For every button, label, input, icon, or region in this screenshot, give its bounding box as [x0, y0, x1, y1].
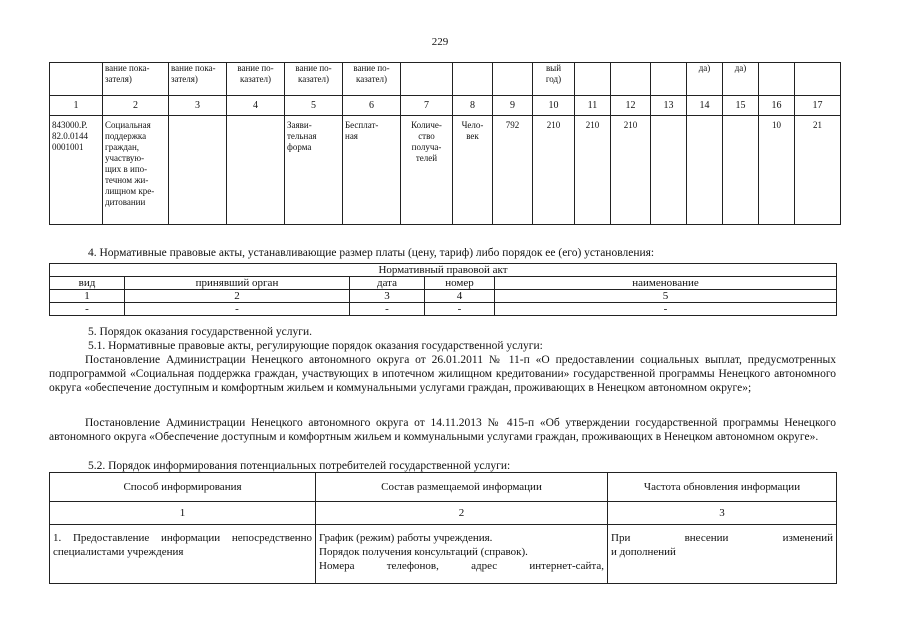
header-cell [651, 63, 687, 96]
update-frequency: При внесении изменений и дополнений [608, 525, 837, 584]
header-cell: принявший орган [125, 277, 350, 290]
okei-code: 792 [493, 116, 533, 225]
table-cell: - [125, 303, 350, 316]
table-row [50, 116, 841, 225]
header-cell [575, 63, 611, 96]
column-number: 6 [343, 96, 401, 116]
indicators-table [49, 62, 841, 225]
info-line: График (режим) работы учреждения. [319, 532, 493, 544]
header-cell: наименование [495, 277, 837, 290]
normative-act-1: Постановление Администрации Ненецкого автономного округа от 26.01.2011 № 11-п «О предоставлении социальных выплат, предусмотренных подпрограммой «Социальная поддержка граждан, участвующих в ипотечном жилищном кредитовании» государственной программы Ненецкого автономного округа «обеспечение доступным и комфортным жильем и коммунальными услугами граждан, проживающих в Ненецком автономном округе»; [49, 354, 836, 394]
service-name: Социальная поддержка граждан, участвую- щих в ипо- течном жи- лищном кре- дитовании [103, 116, 169, 225]
header-cell [759, 63, 795, 96]
table-row [50, 525, 837, 584]
deviation-percent: 10 [759, 116, 795, 225]
header-cell: вид [50, 277, 125, 290]
table-cell: - [50, 303, 125, 316]
info-line: Порядок получения консультаций (справок). [319, 546, 528, 558]
table-header-row [50, 63, 841, 96]
column-number: 5 [285, 96, 343, 116]
header-cell: Способ информирования [50, 473, 316, 502]
informing-method: 1. Предоставление информации непосредственно специалистами учреждения [50, 525, 316, 584]
header-cell: да) [723, 63, 759, 96]
normative-act-2: Постановление Администрации Ненецкого автономного округа от 14.11.2013 № 415-п «Об утверждении государственной программы Ненецкого автономного округа «Обеспечение доступным и комфортным жильем и коммунальными услугами граждан, проживающих в Ненецком автономном округе». [49, 417, 836, 443]
section51-title: 5.1. Нормативные правовые акты, регулирующие порядок оказания государственной услуги: [88, 340, 543, 352]
unit-name: Чело- век [453, 116, 493, 225]
header-cell: вый год) [533, 63, 575, 96]
table-cell: - [495, 303, 837, 316]
column-number: 13 [651, 96, 687, 116]
value-year2: 210 [575, 116, 611, 225]
column-number: 2 [103, 96, 169, 116]
header-cell [493, 63, 533, 96]
value-year1: 210 [533, 116, 575, 225]
header-cell [453, 63, 493, 96]
header-cell: Частота обновления информации [608, 473, 837, 502]
info-line: Номера телефонов, адрес интернет-сайта, [319, 560, 604, 572]
header-cell: да) [687, 63, 723, 96]
header-cell: вание по- казател) [227, 63, 285, 96]
fee-acts-title: Нормативный правовой акт [50, 264, 837, 277]
column-number: 3 [350, 290, 425, 303]
application-form: Заяви- тельная форма [285, 116, 343, 225]
header-cell: вание по- казател) [343, 63, 401, 96]
section4-title: 4. Нормативные правовые акты, устанавливающие размер платы (цену, тариф) либо порядок ее (его) установления: [88, 247, 655, 259]
column-number-row [50, 290, 837, 303]
registry-code: 843000.Р. 82.0.0144 0001001 [50, 116, 103, 225]
page-number: 229 [431, 36, 449, 48]
column-number: 3 [608, 502, 837, 525]
informing-table [49, 472, 837, 584]
header-cell: вание пока- зателя) [169, 63, 227, 96]
column-number: 12 [611, 96, 651, 116]
column-number: 4 [425, 290, 495, 303]
column-number: 8 [453, 96, 493, 116]
column-number: 4 [227, 96, 285, 116]
section52-title: 5.2. Порядок информирования потенциальных потребителей государственной услуги: [88, 460, 511, 472]
column-number-row [50, 502, 837, 525]
column-number: 1 [50, 290, 125, 303]
column-number: 1 [50, 502, 316, 525]
column-number: 9 [493, 96, 533, 116]
table-cell: - [425, 303, 495, 316]
fee-acts-table [49, 263, 837, 316]
value-year3: 210 [611, 116, 651, 225]
header-cell [795, 63, 841, 96]
indicator-name: Количе- ство получа- телей [401, 116, 453, 225]
header-cell [50, 63, 103, 96]
column-number: 11 [575, 96, 611, 116]
column-number: 5 [495, 290, 837, 303]
header-cell: дата [350, 277, 425, 290]
table-header-row [50, 277, 837, 290]
header-cell: Состав размещаемой информации [316, 473, 608, 502]
header-cell: вание пока- зателя) [103, 63, 169, 96]
header-cell: номер [425, 277, 495, 290]
column-number: 14 [687, 96, 723, 116]
table-header-row [50, 473, 837, 502]
header-cell [401, 63, 453, 96]
header-cell: вание по- казател) [285, 63, 343, 96]
column-number: 15 [723, 96, 759, 116]
column-number: 2 [125, 290, 350, 303]
table-row [50, 303, 837, 316]
column-number: 7 [401, 96, 453, 116]
column-number-row [50, 96, 841, 116]
column-number: 2 [316, 502, 608, 525]
table-cell: - [350, 303, 425, 316]
deviation-absolute: 21 [795, 116, 841, 225]
header-cell [611, 63, 651, 96]
payment-type: Бесплат- ная [343, 116, 401, 225]
information-content [316, 525, 608, 584]
column-number: 17 [795, 96, 841, 116]
column-number: 16 [759, 96, 795, 116]
column-number: 1 [50, 96, 103, 116]
section5-title: 5. Порядок оказания государственной услуги. [88, 326, 312, 338]
column-number: 10 [533, 96, 575, 116]
column-number: 3 [169, 96, 227, 116]
